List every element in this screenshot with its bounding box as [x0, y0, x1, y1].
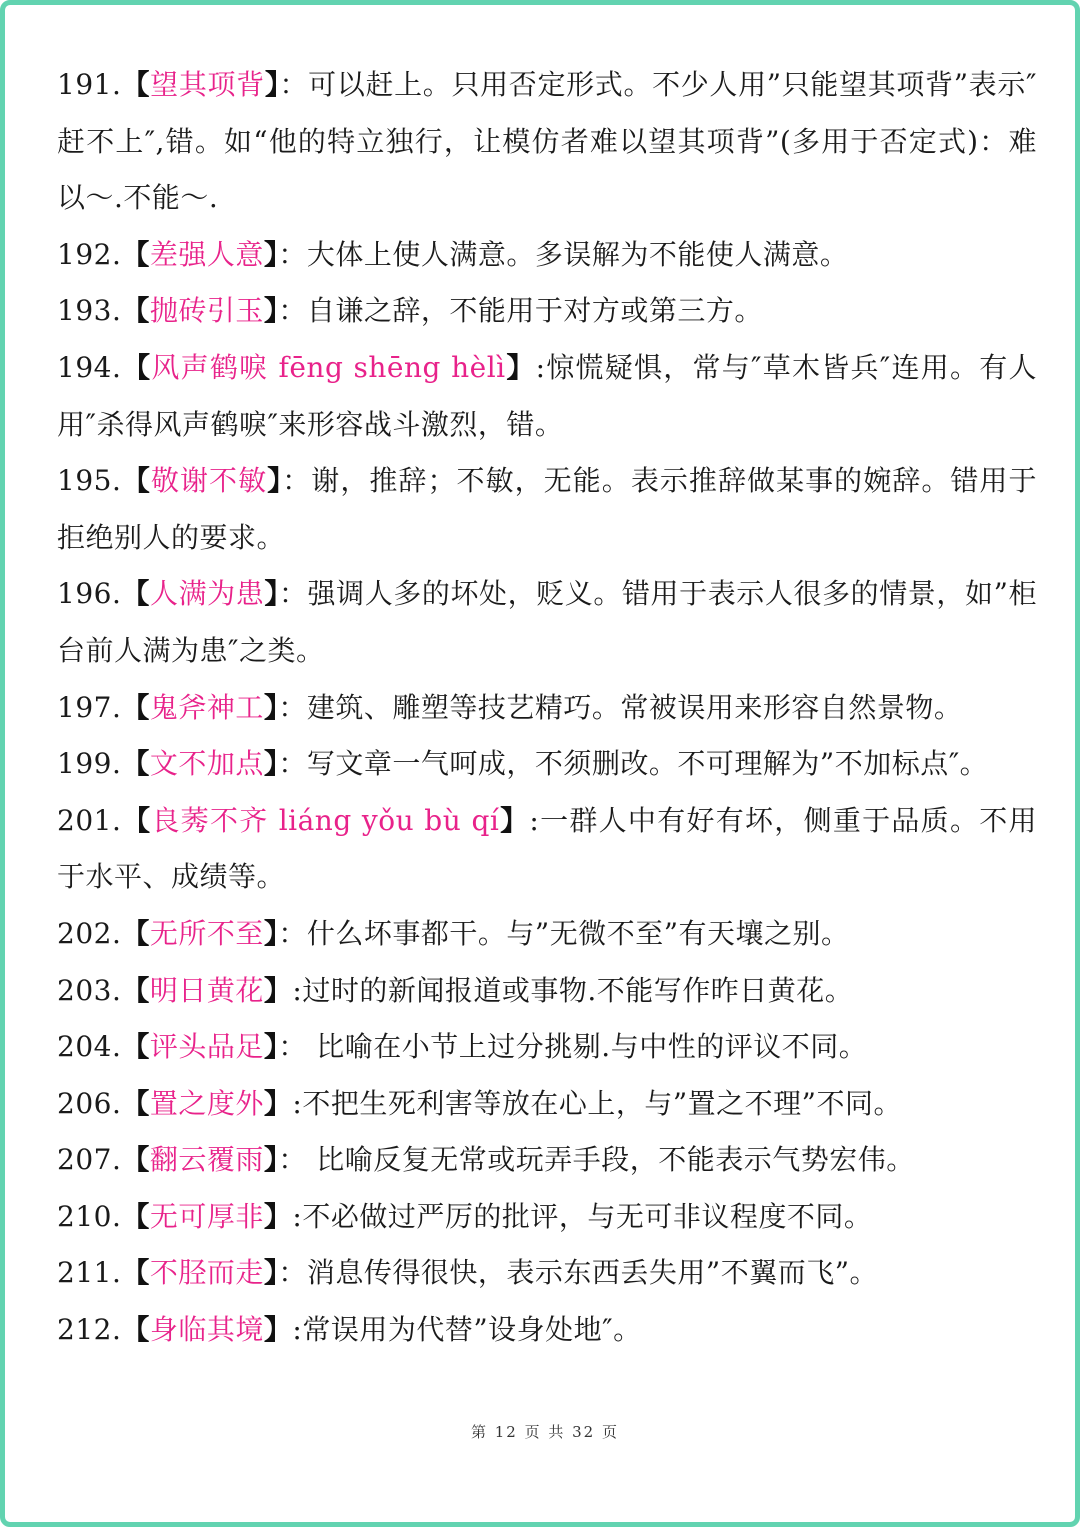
idiom-entry — [57, 453, 1037, 566]
entry-number: 211. — [57, 1256, 122, 1290]
bracket-open: 【 — [121, 803, 152, 837]
bracket-open: 【 — [121, 973, 150, 1007]
idiom-entry — [57, 566, 1037, 679]
idiom-term: 鬼斧神工 — [149, 690, 264, 724]
bracket-open: 【 — [121, 237, 150, 271]
idiom-term: 敬谢不敏 — [150, 464, 268, 498]
idiom-definition: ：可以赶上。只用否定形式。不少人用”只能望其项背”表示″赶不上″,错。如“他的特立独行，让模仿者难以望其项背”(多用于否定式)：难以～.不能～. — [57, 68, 1037, 215]
idiom-definition: :不必做过严厉的批评，与无可非议程度不同。 — [292, 1199, 873, 1233]
entry-number: 193. — [57, 294, 122, 328]
bracket-close: 】 — [263, 237, 279, 271]
bracket-close: 】 — [263, 747, 279, 781]
idiom-list — [57, 57, 1037, 1359]
idiom-term: 无所不至 — [149, 916, 264, 950]
idiom-term: 良莠不齐 — [151, 803, 269, 837]
idiom-entry — [57, 1132, 1037, 1189]
bracket-close: 】 — [263, 973, 293, 1007]
idiom-term: 抛砖引玉 — [149, 294, 264, 328]
idiom-term: 不胫而走 — [149, 1256, 264, 1290]
bracket-open: 【 — [121, 1256, 150, 1290]
idiom-definition: :惊慌疑惧，常与″草木皆兵″连用。有人用″杀得风声鹤唳″来形容战斗激烈，错。 — [57, 350, 1037, 441]
entry-number: 210. — [57, 1199, 122, 1233]
bracket-close: 】 — [263, 690, 279, 724]
idiom-entry — [57, 793, 1037, 906]
idiom-entry — [57, 1189, 1037, 1246]
entry-number: 207. — [57, 1143, 122, 1177]
idiom-term: 文不加点 — [149, 747, 264, 781]
bracket-close: 】 — [263, 1199, 293, 1233]
bracket-open: 【 — [121, 690, 150, 724]
idiom-term: 评头品足 — [149, 1030, 264, 1064]
bracket-open: 【 — [121, 350, 152, 384]
idiom-term: 翻云覆雨 — [149, 1143, 264, 1177]
idiom-definition: ：什么坏事都干。与”无微不至”有天壤之别。 — [278, 916, 850, 950]
bracket-close: 】 — [263, 1086, 293, 1120]
idiom-entry — [57, 906, 1037, 963]
entry-number: 192. — [57, 237, 122, 271]
bracket-close: 】 — [263, 1256, 279, 1290]
idiom-definition: ：强调人多的坏处，贬义。错用于表示人很多的情景，如”柜台前人满为患″之类。 — [57, 577, 1037, 667]
idiom-entry — [57, 1302, 1037, 1359]
bracket-close: 】 — [264, 68, 280, 101]
idiom-entry — [57, 340, 1037, 453]
bracket-open: 【 — [121, 1313, 150, 1347]
entry-number: 199. — [57, 747, 122, 781]
bracket-open: 【 — [121, 916, 150, 950]
idiom-definition: :常误用为代替”设身处地″。 — [292, 1313, 642, 1347]
bracket-close: 】 — [263, 294, 279, 328]
page-footer: 第 12 页 共 32 页 — [470, 1423, 619, 1441]
idiom-definition: ：消息传得很快，表示东西丢失用”不翼而飞”。 — [278, 1256, 879, 1290]
bracket-close: 】 — [264, 577, 279, 611]
entry-number: 191. — [57, 68, 122, 101]
bracket-close: 】 — [263, 916, 279, 950]
entry-number: 206. — [57, 1086, 122, 1120]
idiom-definition: ：自谦之辞，不能用于对方或第三方。 — [278, 294, 763, 328]
entry-number: 201. — [57, 803, 122, 837]
idiom-entry — [57, 283, 1037, 340]
idiom-entry — [57, 57, 1037, 227]
idiom-definition: ： 比喻在小节上过分挑剔.与中性的评议不同。 — [278, 1030, 868, 1064]
bracket-open: 【 — [121, 464, 151, 498]
idiom-definition: :一群人中有好有坏，侧重于品质。不用于水平、成绩等。 — [57, 803, 1037, 894]
idiom-term: 置之度外 — [149, 1086, 264, 1120]
bracket-close: 】 — [263, 1030, 279, 1064]
bracket-close: 】 — [263, 1313, 293, 1347]
idiom-entry — [57, 736, 1037, 793]
idiom-entry — [57, 680, 1037, 737]
entry-number: 202. — [57, 916, 122, 950]
idiom-definition: ：谢，推辞；不敏，无能。表示推辞做某事的婉辞。错用于拒绝别人的要求。 — [57, 464, 1037, 554]
idiom-term: 望其项背 — [150, 68, 265, 101]
idiom-entry — [57, 1019, 1037, 1076]
idiom-term: 身临其境 — [149, 1313, 264, 1347]
idiom-definition: ：大体上使人满意。多误解为不能使人满意。 — [278, 237, 849, 271]
idiom-term: 差强人意 — [149, 237, 264, 271]
idiom-pinyin: liáng yǒu bù qí — [268, 803, 500, 837]
idiom-entry — [57, 227, 1037, 284]
idiom-entry — [57, 1245, 1037, 1302]
idiom-definition: ：写文章一气呵成，不须删改。不可理解为”不加标点″。 — [278, 747, 989, 781]
bracket-open: 【 — [121, 294, 150, 328]
entry-number: 195. — [57, 464, 122, 498]
bracket-open: 【 — [121, 1199, 150, 1233]
idiom-entry — [57, 963, 1037, 1020]
entry-number: 197. — [57, 690, 122, 724]
idiom-pinyin: fēng shēng hèlì — [268, 350, 506, 384]
idiom-entry — [57, 1076, 1037, 1133]
entry-number: 204. — [57, 1030, 122, 1064]
bracket-open: 【 — [121, 1143, 150, 1177]
idiom-definition: ：建筑、雕塑等技艺精巧。常被误用来形容自然景物。 — [278, 690, 963, 724]
entry-number: 194. — [57, 350, 122, 384]
bracket-close: 】 — [267, 464, 283, 498]
idiom-term: 风声鹤唳 — [151, 350, 269, 384]
idiom-definition: ： 比喻反复无常或玩弄手段，不能表示气势宏伟。 — [278, 1143, 915, 1177]
bracket-open: 【 — [121, 747, 150, 781]
entry-number: 196. — [57, 577, 122, 611]
idiom-definition: :过时的新闻报道或事物.不能写作昨日黄花。 — [292, 973, 854, 1007]
idiom-term: 无可厚非 — [149, 1199, 264, 1233]
bracket-open: 【 — [121, 1030, 150, 1064]
bracket-close: 】 — [499, 803, 530, 837]
entry-number: 212. — [57, 1313, 122, 1347]
bracket-open: 【 — [121, 68, 151, 101]
idiom-definition: :不把生死利害等放在心上，与”置之不理”不同。 — [292, 1086, 902, 1120]
entry-number: 203. — [57, 973, 122, 1007]
bracket-close: 】 — [263, 1143, 279, 1177]
bracket-open: 【 — [121, 1086, 150, 1120]
bracket-open: 【 — [121, 577, 151, 611]
bracket-close: 】 — [505, 350, 536, 384]
idiom-term: 人满为患 — [150, 577, 265, 611]
idiom-term: 明日黄花 — [149, 973, 264, 1007]
